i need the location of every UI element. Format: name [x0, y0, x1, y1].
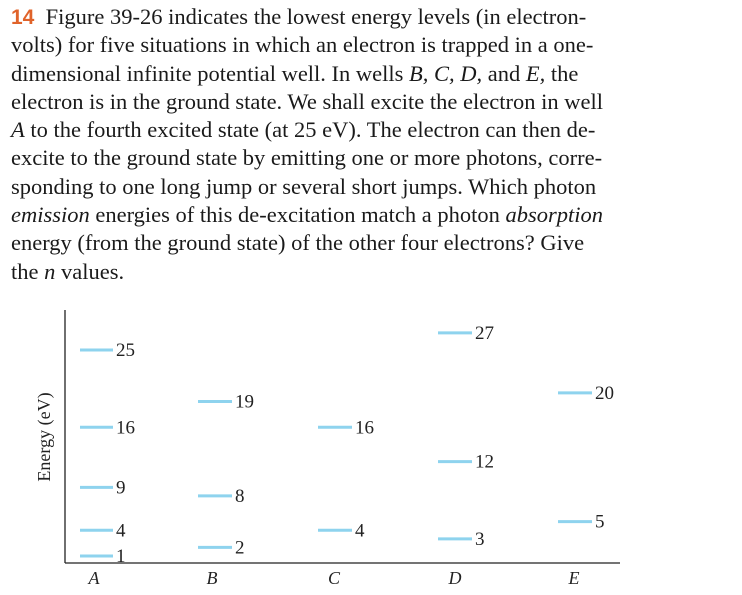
text-segment: energy (from the ground state) of the other four electrons? Give [11, 230, 585, 256]
well-label: D [448, 568, 462, 588]
problem-line [11, 201, 733, 229]
energy-level-value: 9 [116, 477, 126, 499]
problem-line [11, 173, 733, 201]
problem-line [11, 60, 733, 88]
problem-text [11, 3, 733, 286]
text-segment: the [545, 60, 579, 86]
italic-term: emission [11, 202, 90, 228]
well-label: A [88, 568, 100, 588]
text-segment: Figure 39-26 indicates the lowest energy levels (in electron- [45, 4, 587, 29]
energy-level-value: 27 [475, 322, 494, 344]
problem-line [11, 88, 733, 116]
problem-number: 14 [11, 6, 35, 29]
well-label: C [327, 568, 341, 588]
problem-line [11, 258, 733, 286]
text-segment: the [11, 258, 45, 284]
energy-level-figure [0, 300, 742, 595]
text-segment: values. [55, 258, 125, 284]
text-segment: and [482, 60, 526, 86]
well-label: E [568, 568, 580, 588]
energy-level-value: 12 [475, 451, 494, 473]
energy-level-value: 16 [116, 417, 135, 439]
energy-level-value: 4 [355, 520, 365, 542]
energy-level-value: 3 [475, 528, 485, 550]
problem-line [11, 3, 733, 31]
energy-level-value: 19 [235, 391, 254, 413]
energy-level-value: 16 [355, 417, 374, 439]
text-segment: volts) for five situations in which an electron is trapped in a one- [11, 32, 594, 58]
text-segment: dimensional infinite potential well. In wells [11, 60, 410, 86]
italic-term: E, [525, 60, 546, 86]
italic-term: B, C, D, [409, 60, 483, 86]
energy-level-value: 2 [235, 537, 245, 559]
energy-level-value: 4 [116, 520, 126, 542]
problem-line [11, 144, 733, 172]
italic-term: A [11, 117, 25, 143]
problem-line [11, 31, 733, 59]
italic-term: n [44, 258, 56, 284]
energy-level-value: 20 [595, 382, 614, 404]
energy-level-value: 5 [595, 511, 605, 533]
text-segment: excite to the ground state by emitting one or more photons, corre- [11, 145, 603, 171]
problem-line [11, 116, 733, 144]
text-segment: electron is in the ground state. We shall excite the electron in well [11, 88, 603, 114]
problem-line [11, 229, 733, 257]
levels-group [80, 323, 614, 588]
text-segment: sponding to one long jump or several short jumps. Which photon [11, 173, 597, 199]
energy-level-value: 25 [116, 340, 135, 361]
italic-term: absorption [505, 202, 603, 228]
energy-level-value: 1 [116, 546, 126, 567]
y-axis-label: Energy (eV) [34, 392, 54, 482]
energy-level-value: 8 [235, 485, 245, 507]
well-label: B [206, 568, 218, 588]
text-segment: energies of this de-excitation match a photon [89, 202, 506, 228]
text-segment: to the fourth excited state (at 25 eV). The electron can then de- [24, 117, 596, 143]
